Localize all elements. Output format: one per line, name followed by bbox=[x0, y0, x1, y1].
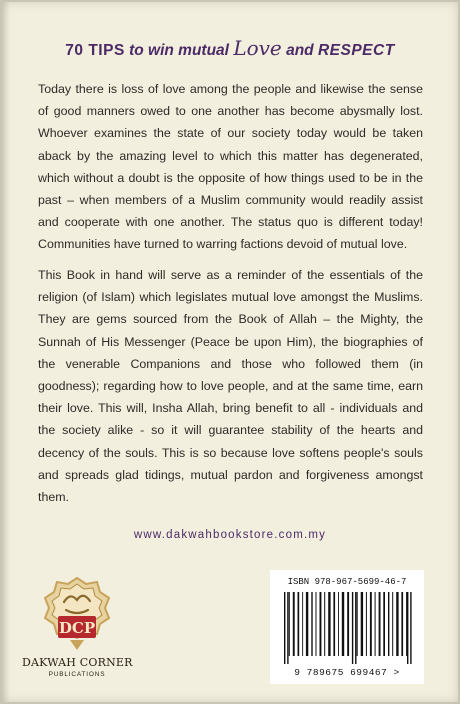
heading-middle: to win mutual bbox=[129, 42, 229, 59]
isbn-barcode-block bbox=[270, 570, 424, 684]
heading-respect: RESPECT bbox=[317, 42, 395, 59]
blurb-paragraph-2: This Book in hand will serve as a reminder of the essentials of the religion (of Islam) which legislates mutual love amongst the Muslims. They are gems sourced from the Book of Allah – the Mighty, the Sunnah of His Messenger (Peace be upon Him), the biographies of the venerable Companions and those who followed them (in goodness); regarding how to love people, and at the same time, earn their love. This will, Insha Allah, bring benefit to all - individuals and the society alike - so it will guarantee stability of the hearts and decency of the souls. This is so because love softens people's souls and spreads glad tidings, mutual pardon and forgiveness amongst them. bbox=[38, 268, 423, 505]
cover-heading bbox=[2, 36, 458, 60]
heading-count: 70 TIPS bbox=[65, 42, 125, 59]
barcode-icon bbox=[282, 592, 414, 664]
isbn-label: ISBN 978-967-5699-46-7 bbox=[287, 577, 407, 587]
website-url: www.dakwahbookstore.com.my bbox=[133, 529, 327, 541]
blurb-paragraph-1: Today there is loss of love among the people and likewise the sense of good manners owed to one another has become abysmally lost. Whoever examines the state of our society today would be taken aback by the amazing level to which this matter has degenerated, which without a doubt is the opposite of how things used to be in the past – when members of a Muslim community would readily assist and cooperate with one another. The status quo is different today! Communities have turned to warring factions devoid of mutual love. bbox=[38, 82, 423, 252]
publisher-emblem-icon bbox=[42, 576, 112, 652]
spine-shadow bbox=[2, 2, 10, 702]
publisher-logo bbox=[22, 576, 132, 686]
heading-and: and bbox=[286, 42, 314, 59]
barcode-digits: 9 789675 699467 > bbox=[294, 667, 400, 678]
emblem-letters: DCP bbox=[58, 619, 96, 637]
back-cover bbox=[2, 2, 458, 702]
publisher-subtitle: PUBLICATIONS bbox=[48, 671, 106, 678]
heading-love: Love bbox=[233, 36, 282, 60]
publisher-name: DAKWAH CORNER bbox=[22, 656, 133, 669]
